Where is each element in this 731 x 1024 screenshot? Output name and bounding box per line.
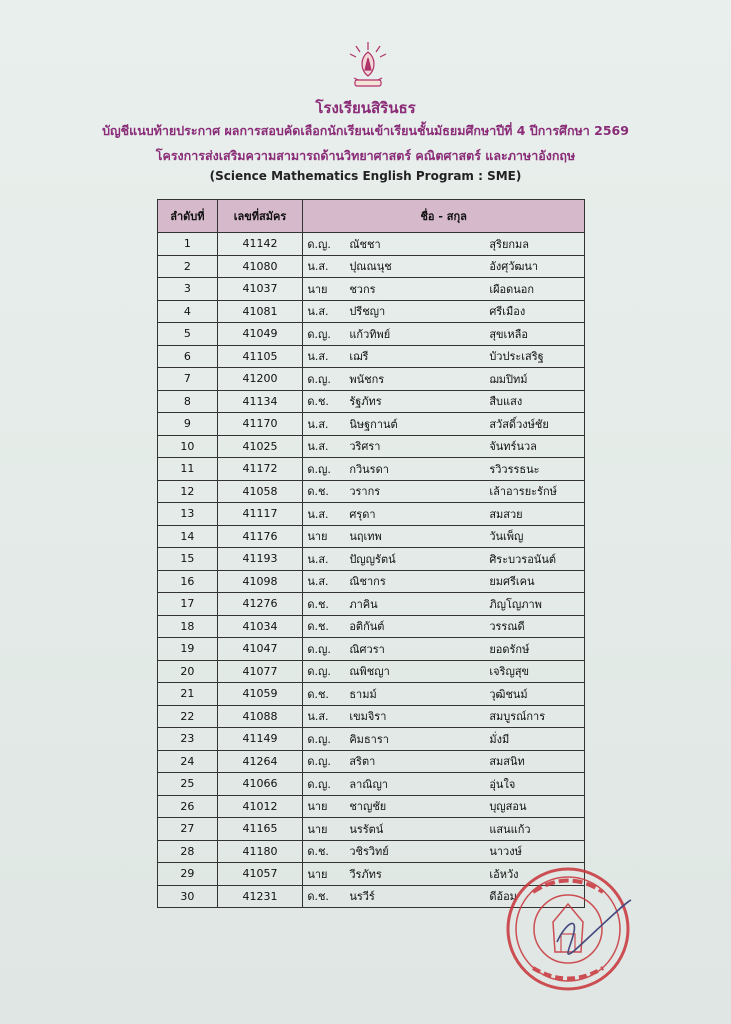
cell-name: [303, 525, 585, 548]
name-title: ด.ญ.: [307, 372, 331, 386]
cell-name: [303, 683, 585, 706]
name-title: ด.ญ.: [307, 665, 331, 679]
cell-application-id: 41170: [217, 413, 303, 436]
table-row: [158, 593, 585, 616]
name-title: น.ส.: [307, 710, 329, 724]
name-title: น.ส.: [307, 507, 329, 521]
last-name: บัวประเสริฐ: [489, 350, 544, 364]
cell-no: 25: [158, 773, 218, 796]
last-name: เจริญสุข: [489, 665, 530, 679]
table-row: [158, 300, 585, 323]
table-row: [158, 368, 585, 391]
first-name: นิษฐกานต์: [349, 417, 398, 431]
cell-name: [303, 435, 585, 458]
cell-name: [303, 705, 585, 728]
cell-application-id: 41080: [217, 255, 303, 278]
cell-no: 29: [158, 863, 218, 886]
first-name: รัฐภัทร: [349, 395, 382, 409]
name-title: น.ส.: [307, 260, 329, 274]
name-title: น.ส.: [307, 440, 329, 454]
name-title: น.ส.: [307, 575, 329, 589]
table-row: [158, 503, 585, 526]
header-id: เลขที่สมัคร: [217, 200, 303, 233]
last-name: ศรีเมือง: [489, 305, 526, 319]
header-no: ลำดับที่: [158, 200, 218, 233]
last-name: ยอดรักษ์: [489, 642, 530, 656]
last-name: เอ้หวัง: [489, 867, 519, 881]
first-name: ชวกร: [349, 282, 376, 296]
last-name: อุ่นใจ: [489, 777, 516, 791]
program-subtitle: (Science Mathematics English Program : SME): [209, 169, 522, 183]
table-header-row: [158, 200, 585, 233]
first-name: วรากร: [349, 485, 381, 499]
last-name: วุฒิชนม์: [489, 687, 528, 701]
cell-name: [303, 345, 585, 368]
name-title: น.ส.: [307, 305, 329, 319]
name-title: น.ส.: [307, 552, 329, 566]
last-name: บุญสอน: [489, 800, 527, 814]
last-name: รวิวรรธนะ: [489, 462, 540, 476]
name-title: ด.ญ.: [307, 237, 331, 251]
last-name: สวัสดิ์วงษ์ชัย: [489, 417, 549, 431]
first-name: ปุณณนุช: [349, 260, 392, 274]
cell-no: 19: [158, 638, 218, 661]
cell-name: [303, 233, 585, 256]
name-title: ด.ญ.: [307, 327, 331, 341]
first-name: ณิศวรา: [349, 642, 385, 656]
cell-application-id: 41200: [217, 368, 303, 391]
table-row: [158, 413, 585, 436]
cell-application-id: 41180: [217, 840, 303, 863]
first-name: ลาณิญา: [349, 777, 388, 791]
cell-application-id: 41117: [217, 503, 303, 526]
cell-application-id: 41025: [217, 435, 303, 458]
cell-name: [303, 593, 585, 616]
first-name: เขมจิรา: [349, 710, 387, 724]
cell-no: 14: [158, 525, 218, 548]
cell-application-id: 41088: [217, 705, 303, 728]
last-name: อังศุวัฒนา: [489, 260, 539, 274]
table-row: [158, 638, 585, 661]
cell-no: 15: [158, 548, 218, 571]
cell-application-id: 41081: [217, 300, 303, 323]
first-name: ณพิชญา: [349, 665, 390, 679]
cell-name: [303, 615, 585, 638]
cell-no: 8: [158, 390, 218, 413]
table-row: [158, 660, 585, 683]
table-row: [158, 795, 585, 818]
last-name: ดีอ้อม: [489, 890, 517, 904]
cell-name: [303, 638, 585, 661]
table-row: [158, 435, 585, 458]
cell-application-id: 41134: [217, 390, 303, 413]
last-name: มั่งมี: [489, 732, 510, 746]
first-name: ณัชชา: [349, 237, 381, 251]
cell-name: [303, 503, 585, 526]
cell-application-id: 41059: [217, 683, 303, 706]
cell-no: 28: [158, 840, 218, 863]
school-emblem-icon: [346, 40, 390, 92]
cell-no: 17: [158, 593, 218, 616]
cell-name: [303, 548, 585, 571]
last-name: วรรณดี: [489, 620, 525, 634]
last-name: เผือดนอก: [489, 282, 535, 296]
name-title: ด.ช.: [307, 890, 329, 904]
name-title: นาย: [307, 282, 328, 296]
table-row: [158, 345, 585, 368]
cell-no: 10: [158, 435, 218, 458]
cell-application-id: 41149: [217, 728, 303, 751]
cell-no: 2: [158, 255, 218, 278]
cell-no: 24: [158, 750, 218, 773]
table-row: [158, 773, 585, 796]
last-name: สุขเหลือ: [489, 327, 528, 341]
first-name: กวินรดา: [349, 462, 389, 476]
table-row: [158, 570, 585, 593]
table-row: [158, 458, 585, 481]
name-title: นาย: [307, 530, 328, 544]
first-name: ปรีชญา: [349, 305, 386, 319]
table-body: [158, 233, 585, 908]
name-title: นาย: [307, 800, 328, 814]
table-row: [158, 818, 585, 841]
cell-name: [303, 323, 585, 346]
cell-name: [303, 368, 585, 391]
table-row: [158, 390, 585, 413]
last-name: สมสนิท: [489, 755, 525, 769]
cell-name: [303, 300, 585, 323]
last-name: ยมศรีเคน: [489, 575, 535, 589]
cell-application-id: 41264: [217, 750, 303, 773]
last-name: จันทร์นวล: [489, 440, 537, 454]
name-title: ด.ช.: [307, 845, 329, 859]
cell-application-id: 41193: [217, 548, 303, 571]
cell-no: 4: [158, 300, 218, 323]
last-name: ภิญโญภาพ: [489, 597, 542, 611]
cell-application-id: 41012: [217, 795, 303, 818]
first-name: วีรภัทร: [349, 867, 382, 881]
table-row: [158, 705, 585, 728]
first-name: สริตา: [349, 755, 376, 769]
first-name: นรวีร์: [349, 890, 375, 904]
header-name: ชื่อ - สกุล: [303, 200, 585, 233]
cell-no: 26: [158, 795, 218, 818]
cell-name: [303, 570, 585, 593]
name-title: ด.ช.: [307, 620, 329, 634]
cell-no: 20: [158, 660, 218, 683]
cell-application-id: 41057: [217, 863, 303, 886]
cell-name: [303, 278, 585, 301]
table-row: [158, 615, 585, 638]
cell-name: [303, 840, 585, 863]
last-name: แสนแก้ว: [489, 822, 531, 836]
first-name: ภาคิน: [349, 597, 378, 611]
cell-application-id: 41098: [217, 570, 303, 593]
last-name: สุริยกมล: [489, 237, 530, 251]
cell-application-id: 41037: [217, 278, 303, 301]
table-row: [158, 750, 585, 773]
first-name: ปัญญรัตน์: [349, 552, 396, 566]
table-row: [158, 233, 585, 256]
table-row: [158, 525, 585, 548]
last-name: สืบแสง: [489, 395, 523, 409]
table-row: [158, 480, 585, 503]
name-title: น.ส.: [307, 417, 329, 431]
first-name: ศรุดา: [349, 507, 376, 521]
cell-name: [303, 728, 585, 751]
last-name: สมบูรณ์การ: [489, 710, 546, 724]
name-title: ด.ญ.: [307, 777, 331, 791]
last-name: ศิระบวรอนันต์: [489, 552, 556, 566]
cell-no: 16: [158, 570, 218, 593]
cell-name: [303, 750, 585, 773]
cell-application-id: 41058: [217, 480, 303, 503]
first-name: อติกันต์: [349, 620, 385, 634]
name-title: ด.ช.: [307, 687, 329, 701]
name-title: ด.ช.: [307, 485, 329, 499]
cell-name: [303, 773, 585, 796]
name-title: นาย: [307, 867, 328, 881]
cell-name: [303, 390, 585, 413]
last-name: ฌมปิทม์: [489, 372, 528, 386]
first-name: พนัชกร: [349, 372, 385, 386]
last-name: วันเพ็ญ: [489, 530, 524, 544]
cell-application-id: 41276: [217, 593, 303, 616]
cell-application-id: 41034: [217, 615, 303, 638]
cell-application-id: 41231: [217, 885, 303, 908]
name-title: ด.ญ.: [307, 642, 331, 656]
cell-no: 6: [158, 345, 218, 368]
cell-application-id: 41172: [217, 458, 303, 481]
cell-no: 22: [158, 705, 218, 728]
cell-application-id: 41165: [217, 818, 303, 841]
first-name: ชาญชัย: [349, 800, 387, 814]
first-name: วชิรวิทย์: [349, 845, 389, 859]
first-name: ณิชากร: [349, 575, 386, 589]
cell-no: 9: [158, 413, 218, 436]
name-title: น.ส.: [307, 350, 329, 364]
cell-application-id: 41176: [217, 525, 303, 548]
cell-application-id: 41066: [217, 773, 303, 796]
cell-application-id: 41047: [217, 638, 303, 661]
last-name: สมสวย: [489, 507, 523, 521]
cell-no: 1: [158, 233, 218, 256]
student-roster-table: [157, 199, 585, 908]
cell-application-id: 41077: [217, 660, 303, 683]
cell-application-id: 41142: [217, 233, 303, 256]
first-name: วริศรา: [349, 440, 381, 454]
last-name: เล้าอารยะรักษ์: [489, 485, 557, 499]
table-row: [158, 278, 585, 301]
cell-name: [303, 413, 585, 436]
cell-no: 3: [158, 278, 218, 301]
cell-no: 7: [158, 368, 218, 391]
cell-no: 21: [158, 683, 218, 706]
cell-name: [303, 795, 585, 818]
announcement-title: บัญชีแนบท้ายประกาศ ผลการสอบคัดเลือกนักเรียนเข้าเรียนชั้นมัธยมศึกษาปีที่ 4 ปีการศึกษา 2569: [102, 123, 629, 138]
first-name: แก้วทิพย์: [349, 327, 391, 341]
table-row: [158, 255, 585, 278]
name-title: ด.ญ.: [307, 462, 331, 476]
table-row: [158, 728, 585, 751]
table-row: [158, 683, 585, 706]
first-name: เฌรี: [349, 350, 369, 364]
cell-no: 12: [158, 480, 218, 503]
cell-name: [303, 660, 585, 683]
cell-application-id: 41049: [217, 323, 303, 346]
cell-no: 11: [158, 458, 218, 481]
cell-name: [303, 818, 585, 841]
cell-no: 13: [158, 503, 218, 526]
cell-no: 23: [158, 728, 218, 751]
name-title: ด.ช.: [307, 395, 329, 409]
name-title: ด.ญ.: [307, 732, 331, 746]
name-title: นาย: [307, 822, 328, 836]
cell-no: 27: [158, 818, 218, 841]
official-seal-icon: [503, 864, 633, 994]
first-name: นฤเทพ: [349, 530, 382, 544]
cell-name: [303, 458, 585, 481]
last-name: นาวงษ์: [489, 845, 522, 859]
cell-application-id: 41105: [217, 345, 303, 368]
cell-no: 30: [158, 885, 218, 908]
first-name: นรรัตน์: [349, 822, 384, 836]
program-title: โครงการส่งเสริมความสามารถด้านวิทยาศาสตร์ คณิตศาสตร์ และภาษาอังกฤษ: [155, 148, 576, 163]
name-title: ด.ช.: [307, 597, 329, 611]
cell-name: [303, 480, 585, 503]
first-name: ธามม์: [349, 687, 377, 701]
table-row: [158, 548, 585, 571]
first-name: คิมธารา: [349, 732, 389, 746]
cell-no: 18: [158, 615, 218, 638]
cell-name: [303, 255, 585, 278]
cell-no: 5: [158, 323, 218, 346]
table-row: [158, 840, 585, 863]
name-title: ด.ญ.: [307, 755, 331, 769]
school-name: โรงเรียนสิรินธร: [315, 99, 416, 117]
table-row: [158, 323, 585, 346]
